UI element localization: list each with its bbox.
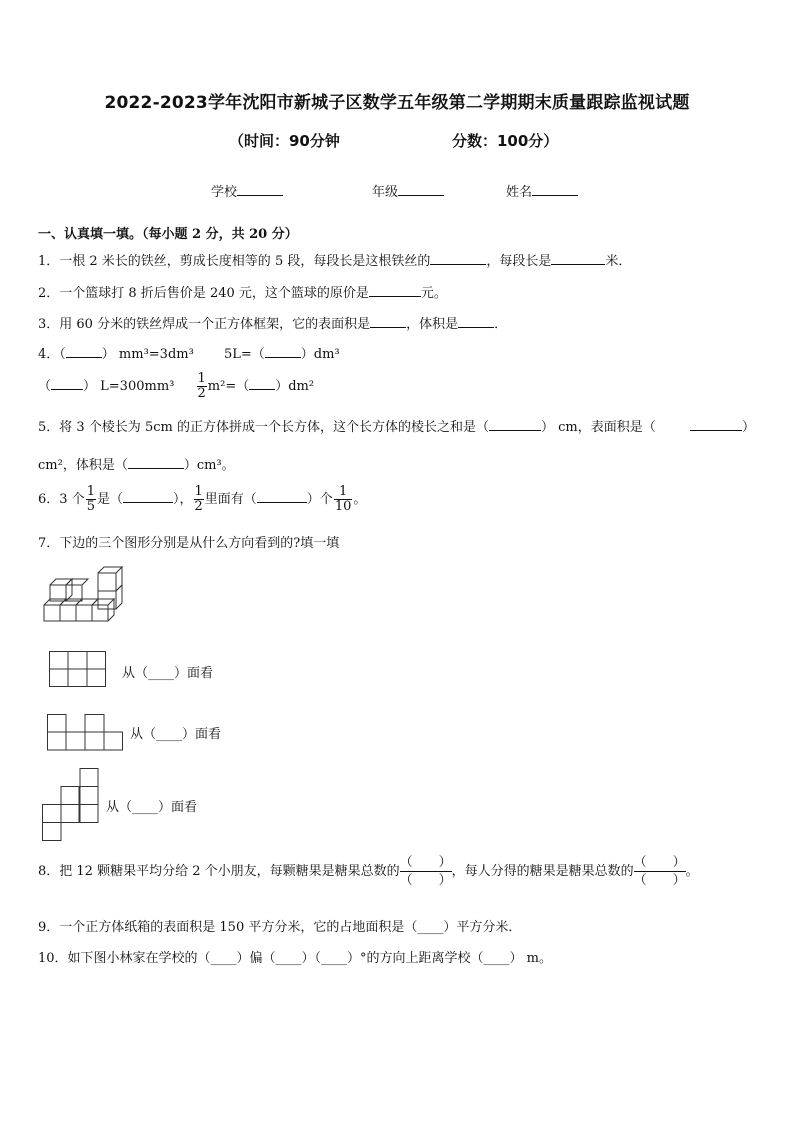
- grade-label: 年级: [372, 185, 399, 200]
- q8-fraction-2[interactable]: [634, 854, 686, 889]
- school-blank[interactable]: [237, 183, 283, 196]
- q4-text-f: ） L=300mm³: [83, 379, 175, 394]
- question-5-row-2: [38, 454, 235, 473]
- q3-text-c: ．: [494, 317, 508, 332]
- q4-text-h: m²=（: [207, 379, 250, 394]
- question-4-row-1: [38, 343, 340, 362]
- q8-fraction-2-numerator[interactable]: （ ）: [633, 855, 686, 870]
- q6-fraction-3-denominator: 10: [334, 499, 352, 514]
- q6-text-b: 是（: [96, 492, 123, 507]
- q6-fraction-1-denominator: 5: [86, 499, 95, 514]
- q4-text-b: ） mm³=3dm³: [101, 347, 194, 362]
- q6-fraction-3: [334, 485, 353, 514]
- q4-blank-4[interactable]: [249, 389, 275, 390]
- q4-fraction: [197, 372, 207, 401]
- q6-text-c: ），: [172, 492, 193, 507]
- q6-fraction-3-numerator: 1: [334, 485, 353, 500]
- q8-fraction-1-denominator[interactable]: （ ）: [399, 873, 452, 888]
- question-10: 10．如下图小林家在学校的（____）偏（____）（____）°的方向上距离学校（____） m。: [38, 951, 553, 966]
- q5-blank-2-wrap: [690, 416, 755, 435]
- q6-text-a: 6．3 个: [38, 492, 85, 507]
- q2-text-a: 2．一个篮球打 8 折后售价是 240 元，这个篮球的原价是: [38, 286, 369, 301]
- question-7: 7．下边的三个图形分别是从什么方向看到的?填一填: [38, 536, 340, 551]
- view-3-caption: 从（____）面看: [106, 800, 198, 815]
- q5-blank-2[interactable]: [690, 430, 742, 431]
- q4-blank-3[interactable]: [51, 389, 83, 390]
- q3-blank-1[interactable]: [370, 327, 406, 328]
- q5-blank-3[interactable]: [128, 468, 184, 469]
- q5-text-d: cm²，体积是（: [38, 458, 128, 473]
- q6-fraction-2-denominator: 2: [194, 499, 203, 514]
- q4-text-c: 5L=（: [223, 347, 265, 362]
- grade-field[interactable]: [372, 181, 444, 200]
- question-3: [38, 313, 507, 332]
- q5-text-b: ） cm，表面积是（: [540, 420, 656, 435]
- q3-blank-2[interactable]: [458, 327, 494, 328]
- q2-blank[interactable]: [369, 296, 421, 297]
- question-8: [38, 854, 699, 889]
- q4-fraction-numerator: 1: [197, 371, 206, 386]
- grade-blank[interactable]: [398, 183, 444, 196]
- q4-text-d: ）dm³: [300, 347, 340, 362]
- score-label: 分数：100分）: [452, 132, 559, 150]
- q8-text-a: 8．把 12 颗糖果平均分给 2 个小朋友，每颗糖果是糖果总数的: [38, 864, 400, 879]
- q6-blank-1[interactable]: [123, 502, 173, 503]
- q4-text-a: 4．（: [38, 347, 66, 362]
- view-figure-3: [42, 768, 100, 841]
- q5-text-e: ）cm³。: [183, 458, 235, 473]
- q3-text-b: ，体积是: [406, 317, 459, 332]
- page-title: 2022-2023学年沈阳市新城子区数学五年级第二学期期末质量跟踪监视试题: [104, 93, 690, 113]
- q5-text-c: ）: [742, 420, 756, 435]
- q4-fraction-denominator: 2: [197, 386, 206, 401]
- view-figure-1: [49, 651, 107, 688]
- q1-text-a: 1．一根 2 米长的铁丝，剪成长度相等的 5 段，每段长是这根铁丝的: [38, 254, 431, 269]
- q4-blank-1[interactable]: [66, 357, 102, 358]
- q6-text-d: 里面有（: [204, 492, 257, 507]
- name-field[interactable]: [506, 181, 578, 200]
- q1-blank-2[interactable]: [551, 264, 605, 265]
- question-4-row-2: [38, 372, 314, 401]
- q8-fraction-1-numerator[interactable]: （ ）: [399, 855, 452, 870]
- school-field[interactable]: [211, 181, 283, 200]
- view-1-caption: 从（____）面看: [122, 666, 214, 681]
- q1-text-c: 米．: [605, 254, 632, 269]
- question-1: [38, 250, 631, 269]
- q8-fraction-1[interactable]: [400, 854, 452, 889]
- q8-text-c: 。: [685, 864, 699, 879]
- question-2: [38, 282, 447, 301]
- q4-text-i: ）dm²: [275, 379, 315, 394]
- q1-text-b: ，每段长是: [486, 254, 552, 269]
- cube-stack-figure: [40, 563, 130, 627]
- q6-fraction-1: [86, 485, 96, 514]
- name-blank[interactable]: [532, 183, 578, 196]
- q6-blank-2[interactable]: [257, 502, 307, 503]
- name-label: 姓名: [506, 185, 533, 200]
- q3-text-a: 3．用 60 分米的铁丝焊成一个正方体框架，它的表面积是: [38, 317, 371, 332]
- q8-text-b: ，每人分得的糖果是糖果总数的: [451, 864, 634, 879]
- question-5-row-1: [38, 416, 656, 435]
- q2-text-b: 元。: [420, 286, 447, 301]
- section-heading: 一、认真填一填。（每小题 2 分，共 20 分）: [38, 227, 298, 242]
- view-figure-2: [47, 714, 123, 751]
- q6-text-g: 。: [353, 492, 367, 507]
- q6-fraction-2: [194, 485, 204, 514]
- q5-text-a: 5．将 3 个棱长为 5cm 的正方体拼成一个长方体，这个长方体的棱长之和是（: [38, 420, 489, 435]
- school-label: 学校: [211, 185, 238, 200]
- q1-blank-1[interactable]: [430, 264, 486, 265]
- q4-text-e: （: [38, 379, 52, 394]
- question-6: [38, 485, 366, 514]
- q6-fraction-1-numerator: 1: [86, 484, 95, 499]
- q6-fraction-2-numerator: 1: [194, 484, 203, 499]
- q8-fraction-2-denominator[interactable]: （ ）: [633, 873, 686, 888]
- view-2-caption: 从（____）面看: [130, 727, 222, 742]
- question-9: 9．一个正方体纸箱的表面积是 150 平方分米，它的占地面积是（____）平方分米．: [38, 920, 522, 935]
- q5-blank-1[interactable]: [489, 430, 541, 431]
- q4-blank-2[interactable]: [265, 357, 301, 358]
- q6-text-e: ）个: [306, 492, 333, 507]
- time-label: （时间：90分钟: [229, 132, 340, 150]
